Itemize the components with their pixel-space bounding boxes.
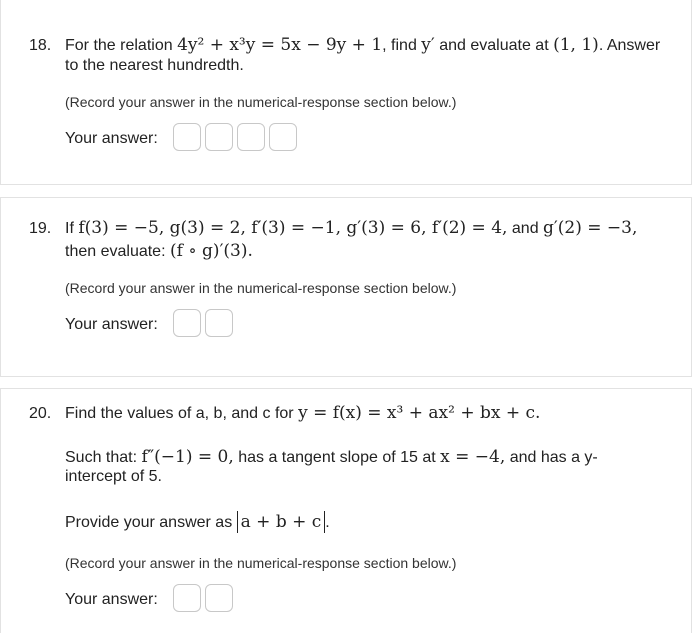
- math-expression: y′: [421, 35, 435, 55]
- question-prompt-line: Find the values of a, b, and c for y = f(x) = x³ + ax² + bx + c.: [65, 403, 541, 423]
- question-number: 18.: [29, 37, 52, 54]
- math-expression: f(3) = −5, g(3) = 2, f′(3) = −1, g′(3) = 6, f′(2) = 4,: [78, 218, 508, 238]
- question-prompt-line: then evaluate: (f ∘ g)′(3).: [65, 241, 253, 261]
- answer-boxes: [173, 309, 233, 337]
- record-note: (Record your answer in the numerical-response section below.): [65, 94, 457, 110]
- answer-label: Your answer:: [65, 591, 158, 608]
- math-expression: y = f(x) = x³ + ax² + bx + c.: [298, 403, 541, 423]
- math-expression: (f ∘ g)′(3).: [169, 241, 253, 261]
- math-expression: f″(−1) = 0,: [141, 447, 234, 467]
- record-note: (Record your answer in the numerical-response section below.): [65, 280, 457, 296]
- answer-digit-box[interactable]: [237, 123, 265, 151]
- answer-boxes: [173, 584, 233, 612]
- answer-digit-box[interactable]: [205, 584, 233, 612]
- answer-digit-box[interactable]: [173, 309, 201, 337]
- question-prompt-line: Such that: f″(−1) = 0, has a tangent slope of 15 at x = −4, and has a y-: [65, 447, 598, 467]
- answer-boxes: [173, 123, 297, 151]
- math-expression: g′(2) = −3,: [543, 218, 638, 238]
- question-prompt-line: For the relation 4y² + x³y = 5x − 9y + 1, find y′ and evaluate at (1, 1). Answer: [65, 35, 661, 55]
- answer-digit-box[interactable]: [205, 309, 233, 337]
- math-expression: 4y² + x³y = 5x − 9y + 1: [177, 35, 383, 55]
- answer-digit-box[interactable]: [173, 584, 201, 612]
- question-18-card: [0, 0, 692, 185]
- question-number: 19.: [29, 220, 52, 237]
- provide-answer-line: Provide your answer as a + b + c .: [65, 512, 330, 532]
- record-note: (Record your answer in the numerical-response section below.): [65, 555, 457, 571]
- question-number: 20.: [29, 405, 52, 422]
- question-20-card: [0, 388, 692, 633]
- question-prompt-line: If f(3) = −5, g(3) = 2, f′(3) = −1, g′(3) = 6, f′(2) = 4, and g′(2) = −3,: [65, 218, 638, 238]
- absolute-value-expression: a + b + c: [237, 511, 326, 533]
- question-prompt-line: intercept of 5.: [65, 468, 162, 485]
- answer-digit-box[interactable]: [269, 123, 297, 151]
- answer-digit-box[interactable]: [205, 123, 233, 151]
- math-expression: (1, 1): [553, 35, 599, 55]
- math-expression: x = −4,: [440, 447, 506, 467]
- answer-digit-box[interactable]: [173, 123, 201, 151]
- question-prompt-line: to the nearest hundredth.: [65, 57, 244, 74]
- answer-label: Your answer:: [65, 130, 158, 147]
- answer-label: Your answer:: [65, 316, 158, 333]
- question-19-card: [0, 197, 692, 377]
